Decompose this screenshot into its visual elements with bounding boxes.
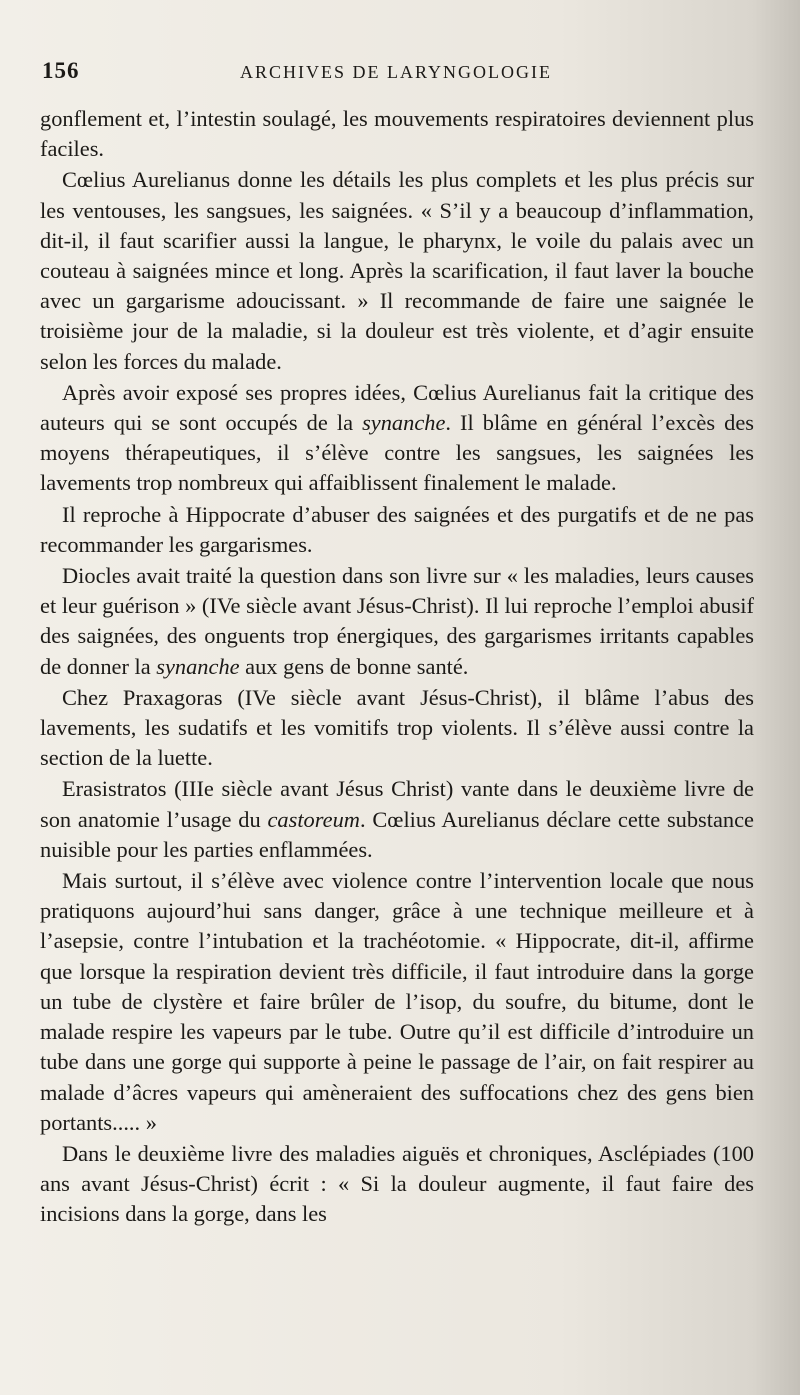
italic-term: synanche (156, 653, 240, 679)
paragraph-9: Dans le deuxième livre des maladies aiguës et chroniques, Asclépiades (100 ans avant Jésus-Christ) écrit : « Si la douleur augmente, il faut faire des incisions dans la gorge, dans les (40, 1140, 754, 1227)
italic-term: castoreum (267, 806, 360, 832)
paragraph-1: gonflement et, l’intestin soulagé, les mouvements respiratoires deviennent plus faciles. (40, 106, 754, 162)
paragraph-5: Diocles avait traité la question dans son livre sur « les maladies, leurs causes et leur guérison » (IVe siècle avant Jésus-Christ). Il lui reproche l’emploi abusif des saignées, des onguents trop énergiques, des gargarismes irritants capables de donner la synanche aux gens de bonne santé. (40, 563, 754, 679)
italic-term: synanche (362, 410, 446, 436)
paragraph-3: Après avoir exposé ses propres idées, Cœlius Aurelianus fait la critique des auteurs qui se sont occupés de la synanche. Il blâme en général l’excès des moyens thérapeutiques, il s’élève contre les sangsues, les saignées les lavements trop nombreux qui affaiblissent finalement le malade. (40, 379, 754, 496)
page-header (42, 52, 760, 92)
paragraph-6: Chez Praxagoras (IVe siècle avant Jésus-Christ), il blâme l’abus des lavements, les sudatifs et les vomitifs trop violents. Il s’élève aussi contre la section de la luette. (40, 684, 754, 771)
running-head: ARCHIVES DE LARYNGOLOGIE (240, 62, 552, 82)
paragraph-8: Mais surtout, il s’élève avec violence contre l’intervention locale que nous pratiquons aujourd’hui sans danger, grâce à une technique meilleure et à l’asepsie, contre l’intubation et la trachéotomie. « Hippocrate, dit-il, affirme que lorsque la respiration devient très difficile, il faut introduire dans la gorge un tube de clystère et faire brûler de l’isop, du soufre, du bitume, dont le malade respire les vapeurs par le tube. Outre qu’il est difficile d’introduire un tube dans une gorge qui supporte à peine le passage de l’air, on fait respirer au malade d’âcres vapeurs qui amèneraient des suffocations chez des gens bien portants..... » (40, 868, 754, 1135)
paragraph-7: Erasistratos (IIIe siècle avant Jésus Christ) vante dans le deuxième livre de son anatomie l’usage du castoreum. Cœlius Aurelianus déclare cette substance nuisible pour les parties enflammées. (40, 776, 754, 862)
paragraph-2: Cœlius Aurelianus donne les détails les plus complets et les plus précis sur les ventouses, les sangsues, les saignées. « S’il y a beaucoup d’inflammation, dit-il, il faut scarifier aussi la langue, le pharynx, le voile du palais avec un couteau à saignées mince et long. Après la scarification, il faut laver la bouche avec un gargarisme adoucissant. » Il recommande de faire une saignée le troisième jour de la maladie, si la douleur est très violente, et d’agir ensuite selon les forces du malade. (40, 167, 754, 374)
paragraph-4: Il reproche à Hippocrate d’abuser des saignées et des purgatifs et de ne pas recommander les gargarismes. (40, 501, 754, 557)
page-number: 156 (42, 58, 80, 83)
body-text (40, 104, 754, 1231)
